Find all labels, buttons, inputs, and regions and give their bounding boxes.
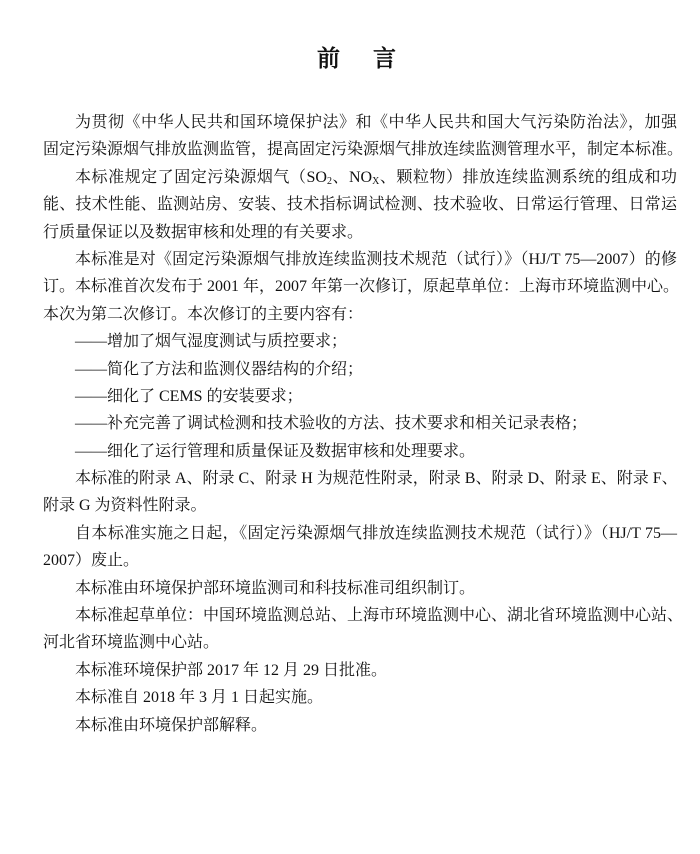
text-line: 本标准环境保护部 2017 年 12 月 29 日批准。	[75, 661, 388, 679]
list-item: ——简化了方法和监测仪器结构的介绍；	[75, 360, 364, 378]
text-line: 本标准是对《固定污染源烟气排放连续监测技术规范（试行）》（HJ/T 75—2007）的修	[75, 250, 677, 268]
text-line: 行质量保证以及数据审核和处理的有关要求。	[43, 223, 364, 241]
list-item: ——增加了烟气湿度测试与质控要求；	[75, 333, 348, 351]
text-line: 本标准由环境保护部解释。	[75, 716, 268, 734]
text-line: 为贯彻《中华人民共和国环境保护法》和《中华人民共和国大气污染防治法》，加强	[75, 114, 677, 131]
list-item: ——细化了 CEMS 的安装要求；	[75, 387, 303, 405]
preface-body	[43, 109, 684, 739]
list-item: ——细化了运行管理和质量保证及数据审核和处理要求。	[75, 442, 476, 460]
text-line: 2007）废止。	[43, 552, 140, 570]
text-segment: 、颗粒物）排放连续监测系统的组成和功	[379, 168, 677, 186]
title-char: 言	[373, 46, 397, 71]
text-line: 本次为第二次修订。本次修订的主要内容有：	[43, 305, 364, 323]
subscript: X	[372, 175, 380, 187]
title-char: 前	[317, 46, 341, 71]
subscript: 2	[326, 175, 332, 187]
text-line: 本标准由环境保护部环境监测司和科技标准司组织制订。	[75, 579, 476, 597]
text-line: 本标准起草单位：中国环境监测总站、上海市环境监测中心、湖北省环境监测中心站、	[75, 607, 684, 625]
text-line: 能、技术性能、监测站房、安装、技术指标调试检测、技术验收、日常运行管理、日常运	[43, 196, 677, 214]
page-title	[0, 40, 700, 73]
text-line: 本标准自 2018 年 3 月 1 日起实施。	[75, 689, 324, 707]
text-line: 本标准的附录 A、附录 C、附录 H 为规范性附录，附录 B、附录 D、附录 E、附录 F、	[75, 470, 678, 488]
text-line: 附录 G 为资料性附录。	[43, 497, 207, 515]
text-line: 河北省环境监测中心站。	[43, 634, 220, 652]
list-item: ——补充完善了调试检测和技术验收的方法、技术要求和相关记录表格；	[75, 415, 588, 433]
text-line: 订。本标准首次发布于 2001 年，2007 年第一次修订，原起草单位：上海市环境监测中心。	[43, 278, 680, 296]
text-line: 自本标准实施之日起，《固定污染源烟气排放连续监测技术规范（试行）》（HJ/T 75—	[75, 524, 677, 542]
text-line: 固定污染源烟气排放监测监管，提高固定污染源烟气排放连续监测管理水平，制定本标准。	[43, 141, 684, 159]
text-line	[43, 164, 677, 191]
text-segment: 本标准规定了固定污染源烟气（SO	[75, 168, 327, 186]
text-segment: 、NO	[331, 168, 373, 186]
